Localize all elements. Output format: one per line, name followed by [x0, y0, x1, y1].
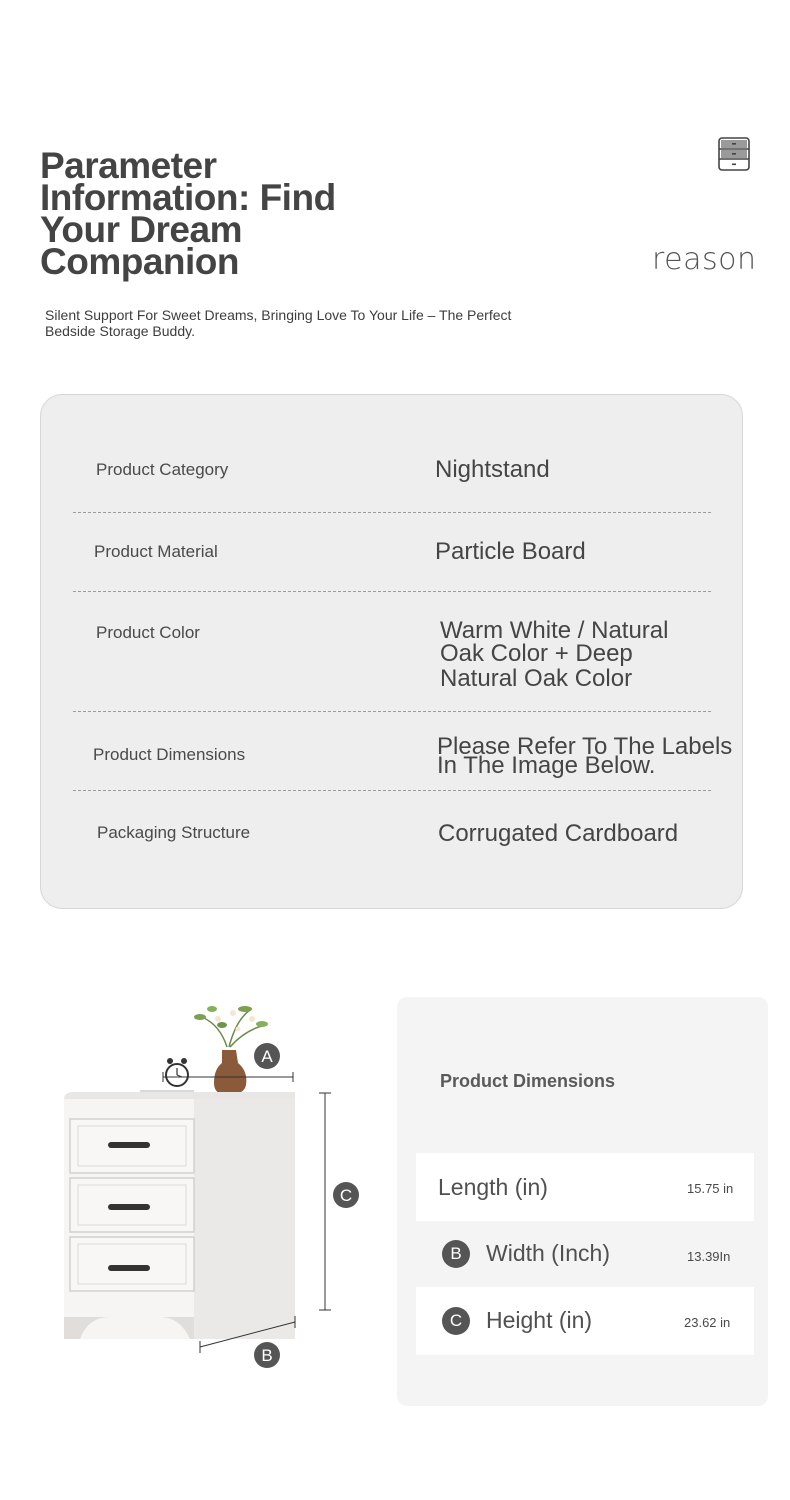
dimension-row-width	[416, 1220, 754, 1288]
param-value-packaging: Corrugated Cardboard	[438, 820, 679, 847]
dimension-name: Height (in)	[486, 1307, 593, 1333]
row-divider	[73, 591, 711, 592]
dimension-row-height	[416, 1287, 754, 1355]
dimension-badge: B	[442, 1240, 470, 1268]
nightstand-illustration	[40, 995, 380, 1385]
param-value-color	[440, 619, 668, 690]
dimension-label-b: B	[261, 1346, 273, 1365]
title-line-2: Information: Find	[40, 177, 336, 218]
param-value-color-line: Oak Color + Deep	[440, 640, 633, 667]
subtitle: Silent Support For Sweet Dreams, Bringing Love To Your Life – The Perfect Bedside Storage Buddy.	[45, 307, 512, 339]
page-title	[40, 145, 400, 282]
dimension-label-c: C	[339, 1186, 353, 1205]
param-value-dimensions	[437, 733, 733, 779]
row-divider	[73, 512, 711, 513]
dimension-row-length	[416, 1153, 754, 1221]
param-label-dimensions: Product Dimensions	[93, 745, 246, 764]
param-label-category: Product Category	[96, 460, 229, 479]
param-label-color: Product Color	[96, 623, 200, 642]
dimension-value: 15.75 in	[687, 1181, 734, 1196]
param-value-material: Particle Board	[435, 538, 586, 565]
brand-wordmark: reason	[652, 242, 757, 277]
row-divider	[73, 711, 711, 712]
param-value-color-line: Warm White / Natural	[440, 617, 669, 644]
row-divider	[73, 790, 711, 791]
title-line-1: Parameter	[40, 145, 217, 186]
title-line-3: Your Dream	[40, 209, 242, 250]
alarm-clock	[166, 1058, 188, 1086]
dimension-name: Width (Inch)	[486, 1240, 610, 1266]
param-value-dimensions-line: Please Refer To The Labels	[437, 733, 733, 760]
dimension-badge: C	[442, 1307, 470, 1335]
param-label-packaging: Packaging Structure	[97, 823, 251, 842]
dimension-label-a: A	[261, 1047, 273, 1066]
param-value-color-line: Natural Oak Color	[440, 665, 633, 692]
param-value-dimensions-line: In The Image Below.	[437, 752, 656, 779]
param-label-material: Product Material	[94, 542, 218, 561]
dimension-name: Length (in)	[438, 1174, 548, 1200]
param-value-category: Nightstand	[435, 456, 550, 483]
title-line-4: Companion	[40, 241, 239, 282]
dimension-value: 13.39In	[687, 1249, 731, 1264]
dimension-value: 23.62 in	[684, 1315, 731, 1330]
drawer-cabinet-icon	[718, 137, 750, 171]
dimensions-heading: Product Dimensions	[440, 1071, 616, 1091]
